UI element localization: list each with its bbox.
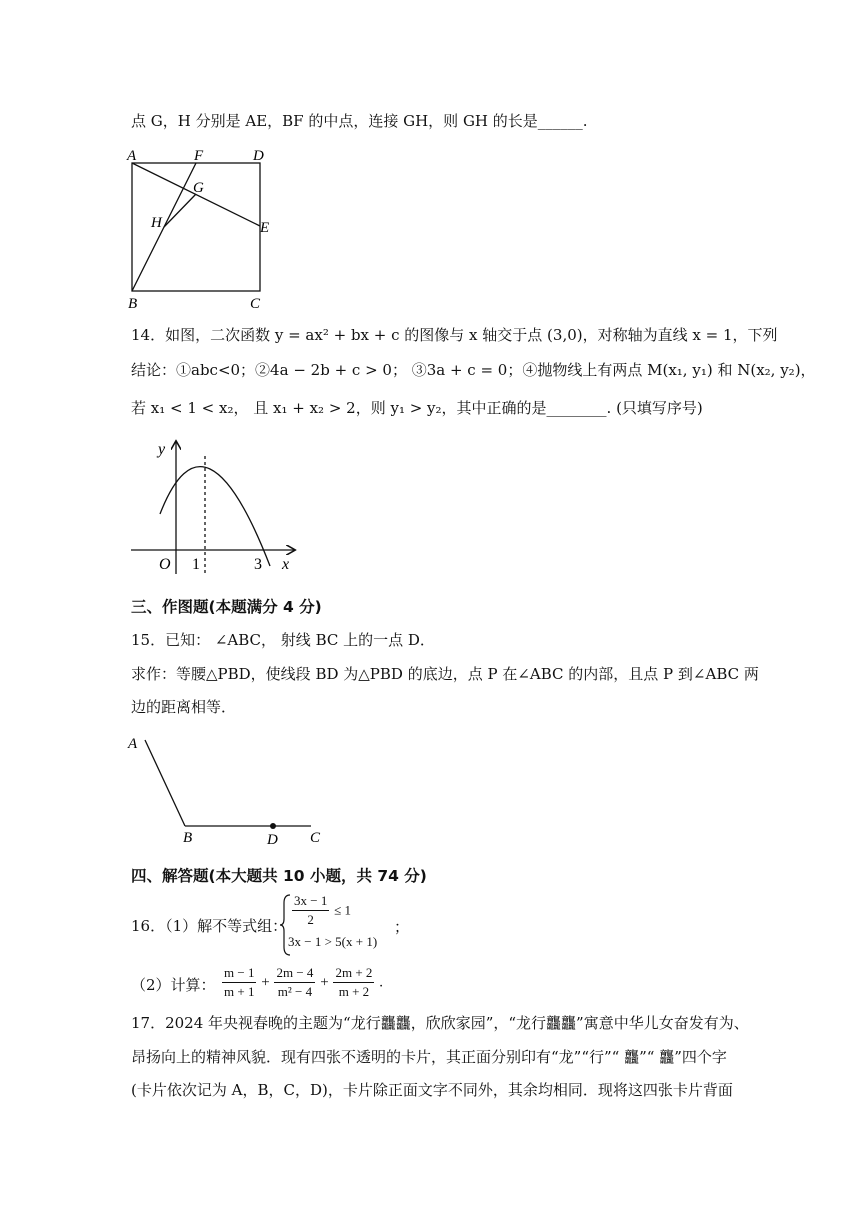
q17-line-3: (卡片依次记为 A，B，C，D)，卡片除正面文字不同外，其余均相同．现将这四张卡片背面 <box>131 1081 733 1099</box>
fig15-label-D: D <box>267 832 278 848</box>
q14-parabola-figure <box>128 432 308 582</box>
q15-angle-figure <box>125 732 335 852</box>
point-d-marker <box>270 823 276 829</box>
plus-sign-1: + <box>261 974 270 991</box>
fig14-label-1: 1 <box>192 556 200 573</box>
inequality-1-relation: ≤ 1 <box>334 902 352 918</box>
inequality-semicolon: ； <box>394 918 410 936</box>
fraction-2-numerator: 2m − 4 <box>274 965 315 983</box>
fig13-label-C: C <box>250 296 261 312</box>
fraction-3-denominator: m + 2 <box>338 984 370 999</box>
fraction-1 <box>222 965 256 1000</box>
fig14-label-x: x <box>282 556 290 573</box>
q17-line-1: 17．2024 年央视春晚的主题为“龙行龘龘，欣欣家园”，“龙行龘龘”寓意中华儿女奋发有为、 <box>131 1014 749 1032</box>
section-3-heading: 三、作图题(本题满分 4 分) <box>131 598 322 616</box>
q15-line-1: 15．已知： ∠ABC， 射线 BC 上的一点 D． <box>131 631 435 649</box>
q14-line-2: 结论：①abc<0；②4a − 2b + c > 0； ③3a + c = 0；④抛物线上有两点 M(x₁, y₁) 和 N(x₂, y₂)， <box>131 361 816 379</box>
q16-part-2-label: （2）计算： <box>131 976 216 994</box>
q15-line-2: 求作：等腰△PBD，使线段 BD 为△PBD 的底边，点 P 在∠ABC 的内部，且点 P 到∠ABC 两 <box>131 665 759 683</box>
inequality-1-numerator: 3x − 1 <box>292 893 329 911</box>
q14-line-1: 14．如图，二次函数 y = ax² + bx + c 的图像与 x 轴交于点 (3,0)，对称轴为直线 x = 1，下列 <box>131 326 778 344</box>
fraction-1-numerator: m − 1 <box>222 965 256 983</box>
fig13-label-E: E <box>260 220 270 236</box>
q14-line-3: 若 x₁ < 1 < x₂， 且 x₁ + x₂ > 2，则 y₁ > y₂，其中正确的是________. (只填写序号) <box>131 399 703 417</box>
fig15-label-B: B <box>183 830 193 846</box>
fig13-label-A: A <box>127 148 137 164</box>
fig15-label-A: A <box>128 736 138 752</box>
q15-line-3: 边的距离相等． <box>131 698 237 716</box>
inequality-1 <box>292 893 351 928</box>
inequality-1-fraction <box>292 893 329 928</box>
fig14-label-O: O <box>159 556 171 573</box>
fig15-label-C: C <box>310 830 321 846</box>
plus-sign-2: + <box>320 974 329 991</box>
fig14-label-y: y <box>158 441 166 458</box>
fig14-label-3: 3 <box>254 556 262 573</box>
inequality-2: 3x − 1 > 5(x + 1) <box>288 934 378 949</box>
q16-part-1-label: 16．（1）解不等式组： <box>131 917 288 935</box>
fraction-3 <box>333 965 374 1000</box>
fig13-label-F: F <box>194 148 204 164</box>
inequality-1-denominator: 2 <box>307 912 314 927</box>
q13-text: 点 G，H 分别是 AE，BF 的中点，连接 GH，则 GH 的长是______. <box>131 112 588 130</box>
q16-expression <box>222 965 383 1000</box>
fraction-1-denominator: m + 1 <box>224 984 255 999</box>
fraction-3-numerator: 2m + 2 <box>333 965 374 983</box>
section-4-heading: 四、解答题(本大题共 10 小题，共 74 分) <box>131 867 427 885</box>
fraction-2-denominator: m² − 4 <box>277 984 313 999</box>
fig13-label-D: D <box>253 148 264 164</box>
fraction-2 <box>274 965 315 1000</box>
q13-figure <box>125 142 285 312</box>
fig13-label-H: H <box>151 215 162 231</box>
expression-end: . <box>379 974 383 991</box>
q17-line-2: 昂扬向上的精神风貌．现有四张不透明的卡片，其正面分别印有“龙”“行”“ 龘”“ 龘”四个字 <box>131 1048 727 1066</box>
fig13-label-G: G <box>193 180 204 196</box>
fig13-label-B: B <box>128 296 138 312</box>
